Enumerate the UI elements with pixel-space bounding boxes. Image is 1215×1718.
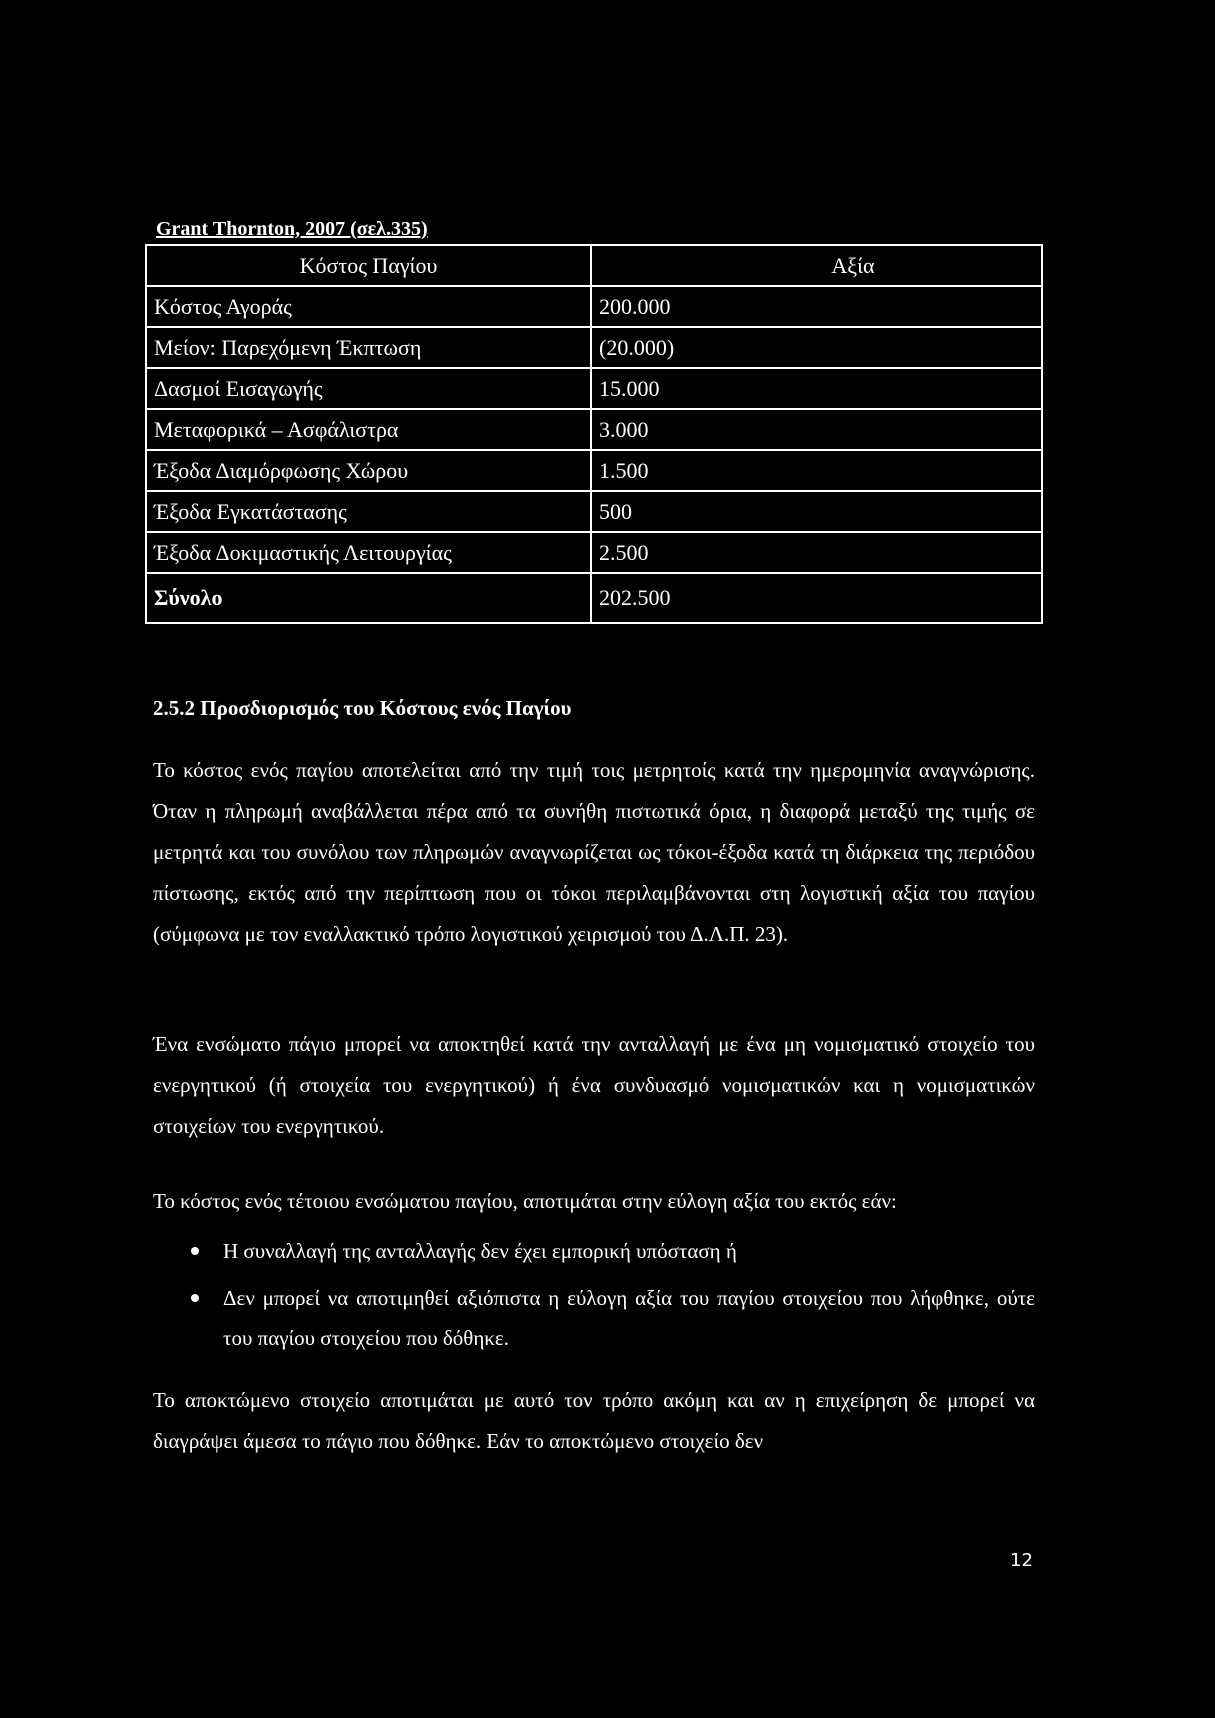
row-label: Μείον: Παρεχόμενη Έκπτωση — [146, 327, 591, 368]
table-row — [146, 491, 1042, 532]
row-value: 15.000 — [591, 368, 1042, 409]
row-label: Δασμοί Εισαγωγής — [146, 368, 591, 409]
table-row — [146, 368, 1042, 409]
table-row — [146, 532, 1042, 573]
table-row — [146, 286, 1042, 327]
table-row — [146, 450, 1042, 491]
row-label: Έξοδα Εγκατάστασης — [146, 491, 591, 532]
table-header-row — [146, 245, 1042, 286]
paragraph-acquired-asset: Το αποκτώμενο στοιχείο αποτιμάται με αυτό τον τρόπο ακόμη και αν η επιχείρηση δε μπορεί να διαγράψει άμεσα το πάγιο που δόθηκε. Εάν το αποκτώμενο στοιχείο δεν — [153, 1388, 1035, 1453]
page-number: 12 — [1010, 1550, 1033, 1571]
row-value: 3.000 — [591, 409, 1042, 450]
paragraph-fair-value: Το κόστος ενός τέτοιου ενσώματου παγίου, αποτιμάται στην εύλογη αξία του εκτός εάν: — [153, 1189, 897, 1213]
list-item — [153, 1278, 1035, 1358]
total-label: Σύνολο — [146, 573, 591, 623]
list-item-text: Η συναλλαγή της ανταλλαγής δεν έχει εμπορική υπόσταση ή — [223, 1239, 737, 1263]
table-row — [146, 327, 1042, 368]
row-value: 200.000 — [591, 286, 1042, 327]
section-heading: 2.5.2 Προσδιορισμός του Κόστους ενός Παγίου — [153, 696, 572, 720]
column-header-cost: Κόστος Παγίου — [146, 245, 591, 286]
row-value: 1.500 — [591, 450, 1042, 491]
row-value: 2.500 — [591, 532, 1042, 573]
bullet-icon — [191, 1247, 199, 1255]
list-item — [153, 1231, 1035, 1271]
row-value: 500 — [591, 491, 1042, 532]
row-label: Έξοδα Διαμόρφωσης Χώρου — [146, 450, 591, 491]
list-item-text: Δεν μπορεί να αποτιμηθεί αξιόπιστα η εύλογη αξία του παγίου στοιχείου που λήφθηκε, ούτε του παγίου στοιχείου που δόθηκε. — [223, 1286, 1035, 1350]
table-source-caption: Grant Thornton, 2007 (σελ.335) — [156, 218, 428, 240]
table-total-row — [146, 573, 1042, 623]
row-label: Μεταφορικά – Ασφάλιστρα — [146, 409, 591, 450]
paragraph-cost-definition: Το κόστος ενός παγίου αποτελείται από την τιμή τοις μετρητοίς κατά την ημερομηνία αναγνώρισης. Όταν η πληρωμή αναβάλλεται πέρα από τα συνήθη πιστωτικά όρια, η διαφορά μεταξύ της τιμής σε μετρητά και του συνόλου των πληρωμών αναγνωρίζεται ως τόκοι-έξοδα κατά τη διάρκεια της περιόδου πίστωσης, εκτός από την περίπτωση που οι τόκοι περιλαμβάνονται στη λογιστική αξία του παγίου (σύμφωνα με τον εναλλακτικό τρόπο λογιστικού χειρισμού του Δ.Λ.Π. 23). — [153, 758, 1035, 946]
total-value: 202.500 — [591, 573, 1042, 623]
column-header-value: Αξία — [591, 245, 1042, 286]
bullet-icon — [191, 1294, 199, 1302]
asset-cost-table — [145, 244, 1043, 624]
row-label: Κόστος Αγοράς — [146, 286, 591, 327]
paragraph-exchange: Ένα ενσώματο πάγιο μπορεί να αποκτηθεί κατά την ανταλλαγή με ένα μη νομισματικό στοιχείο του ενεργητικού (ή στοιχεία του ενεργητικού) ή ένα συνδυασμό νομισματικών και η νομισματικών στοιχείων του ενεργητικού. — [153, 1032, 1035, 1138]
row-label: Έξοδα Δοκιμαστικής Λειτουργίας — [146, 532, 591, 573]
table-row — [146, 409, 1042, 450]
exception-list — [153, 1231, 1035, 1365]
row-value: (20.000) — [591, 327, 1042, 368]
